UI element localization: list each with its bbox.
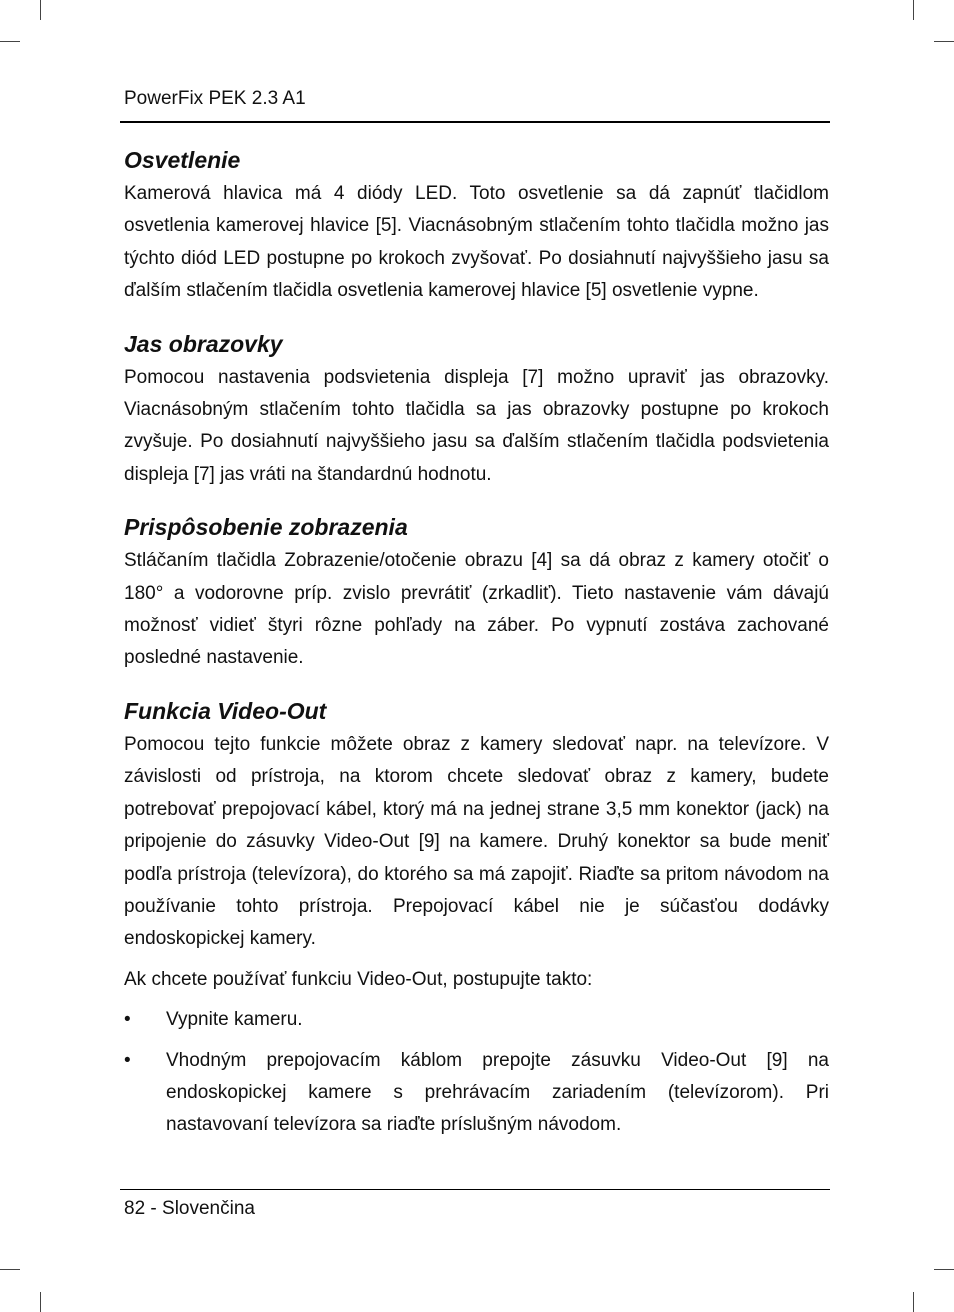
- header-rule: [120, 121, 830, 123]
- section-text: Pomocou tejto funkcie môžete obraz z kamery sledovať napr. na televízore. V závislosti od prístroja, na ktorom chcete sledovať obraz z kamery, budete potrebovať prepojovací kábel, ktorý má na jednej strane 3,5 mm konektor (jack) na pripojenie do zásuvky Video-Out [9] na kamere. Druhý konektor sa bude meniť podľa prístroja (televízora), do ktorého sa má zapojiť. Riaďte sa pritom návodom na používanie tohto prístroja. Prepojovací kábel nie je súčasťou dodávky endoskopickej kamery.: [124, 733, 829, 950]
- instruction-list: [124, 1004, 829, 1142]
- section-prisposobenie-zobrazenia: [124, 509, 829, 675]
- crop-mark: [913, 0, 914, 20]
- bullet-icon: •: [124, 1009, 131, 1031]
- crop-mark: [0, 1269, 20, 1270]
- list-item-text: Vhodným prepojovacím káblom prepojte zásuvku Video-Out [9] na endoskopickej kamere s prehrávacím zariadením (televízorom). Pri nastavovaní televízora sa riaďte príslušným návodom.: [166, 1049, 829, 1136]
- section-title: Prispôsobenie zobrazenia: [124, 514, 408, 541]
- page-header: PowerFix PEK 2.3 A1: [124, 88, 306, 109]
- list-item: [124, 1004, 829, 1036]
- crop-mark: [0, 41, 20, 42]
- crop-mark: [913, 1292, 914, 1312]
- list-item-text: Vypnite kameru.: [166, 1009, 303, 1031]
- page-footer: 82 - Slovenčina: [124, 1198, 255, 1219]
- section-funkcia-video-out: [124, 693, 829, 1142]
- section-jas-obrazovky: [124, 326, 829, 492]
- section-text: Kamerová hlavica má 4 diódy LED. Toto osvetlenie sa dá zapnúť tlačidlom osvetlenia kamerovej hlavice [5]. Viacnásobným stlačením tohto tlačidla možno jas týchto diód LED postupne po krokoch zvyšovať. Po dosiahnutí najvyššieho jasu sa ďalším stlačením tlačidla osvetlenia kamerovej hlavice [5] osvetlenie vypne.: [124, 183, 829, 302]
- list-item: [124, 1045, 829, 1142]
- section-title: Funkcia Video-Out: [124, 697, 327, 724]
- section-text: Stláčaním tlačidla Zobrazenie/otočenie obrazu [4] sa dá obraz z kamery otočiť o 180° a vodorovne príp. zvislo prevrátiť (zrkadliť). Tieto nastavenie vám dávajú možnosť vidieť štyri rôzne pohľady na záber. Po vypnutí zostáva zachované posledné nastavenie.: [124, 550, 829, 669]
- section-title: Osvetlenie: [124, 147, 241, 173]
- crop-mark: [40, 0, 41, 20]
- crop-mark: [934, 41, 954, 42]
- section-text: Pomocou nastavenia podsvietenia displeja [7] možno upraviť jas obrazovky. Viacnásobným stlačením tohto tlačidla sa jas obrazovky postupne po krokoch zvyšuje. Po dosiahnutí najvyššieho jasu sa ďalším stlačením tlačidla podsvietenia displeja [7] jas vráti na štandardnú hodnotu.: [124, 366, 829, 485]
- crop-mark: [40, 1292, 41, 1312]
- footer-rule: [120, 1189, 830, 1190]
- crop-mark: [934, 1269, 954, 1270]
- bullet-icon: •: [124, 1049, 131, 1071]
- section-osvetlenie: [124, 142, 829, 308]
- instructions-intro: Ak chcete používať funkciu Video-Out, postupujte takto:: [124, 968, 593, 990]
- section-title: Jas obrazovky: [124, 330, 283, 357]
- page-content: [124, 142, 829, 1150]
